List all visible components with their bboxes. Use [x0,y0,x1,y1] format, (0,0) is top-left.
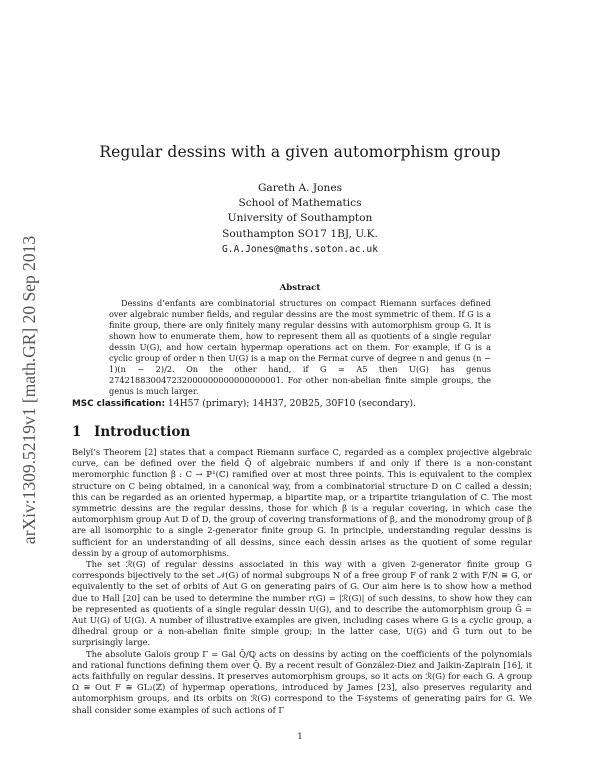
abstract-body [109,298,491,397]
msc-label: MSC classification: [72,399,165,409]
author-university: University of Southampton [227,212,373,225]
author-name: Gareth A. Jones [257,182,343,194]
msc-classification [72,398,532,409]
abstract-heading: Abstract [279,283,321,293]
author-department: School of Mathematics [238,197,362,210]
msc-codes: 14H57 (primary); 14H37, 20B25, 30F10 (secondary). [167,398,417,409]
author-email: G.A.Jones@maths.soton.ac.uk [222,243,378,255]
section-number: 1 [72,424,82,440]
intro-paragraph: Belyĭ’s Theorem [2] states that a compact Riemann surface C, regarded as a complex projective algebraic curve, can be defined over the field Q̄ of algebraic numbers if and only if there is a non-constant meromorphic function β : C → ℙ¹(ℂ) ramified over at most three points. This is equivalent to the complex structure on C being obtained, in a canonical way, from a combinatorial structure D on C called a dessin; this can be regarded as an oriented hypermap, a bipartite map, or a tripartite triangulation of C. The most symmetric dessins are the regular dessins, those for which β is a regular covering, in which case the automorphism group Aut D of D, the group of covering transformations of β, and the monodromy group of β are all isomorphic to a single 2-generator finite group G. In principle, understanding regular dessins is sufficient for an understanding of all dessins, since each dessin arises as the quotient of some regular dessin by a group of automorphisms. [72,447,532,558]
intro-paragraph: The set ℛ(G) of regular dessins associated in this way with a given 2-generator finite group G corresponds bijectively to the set 𝒩(G) of normal subgroups N of a free group F of rank 2 with F/N ≅ G, or equivalently to the set of orbits of Aut G on generating pairs of G. Our aim here is to show how a method due to Hall [20] can be used to determine the number r(G) = |ℛ(G)| of such dessins, to show how they can be represented as quotients of a single regular dessin U(G), and to describe the automorphism group Ḡ = Aut U(G) of U(G). A number of illustrative examples are given, including cases where G is a cyclic group, a dihedral group or a non-abelian finite simple group; in the latter case, U(G) and Ḡ turn out to be surprisingly large. [72,559,532,648]
author-block [0,181,600,257]
page-number: 1 [297,732,303,742]
section-title: Introduction [94,424,191,440]
author-address: Southampton SO17 1BJ, U.K. [222,227,378,240]
intro-paragraph: The absolute Galois group Γ = Gal Q̄/ℚ acts on dessins by acting on the coefficients of the polynomials and rational functions defining them over Q̄. By a recent result of González-Diez and Jaikin-Zapirain [16], it acts faithfully on regular dessins. It preserves automorphism groups, so it acts on ℛ(G) for each G. A group Ω ≅ Out F ≅ GL₂(ℤ) of hypermap operations, introduced by James [23], also preserves regularity and automorphism groups, and its orbits on ℛ(G) correspond to the T-systems of generating pairs for G. We shall consider some examples of such actions of Γ [72,648,532,715]
abstract-text: Dessins d’enfants are combinatorial structures on compact Riemann surfaces defined over algebraic number fields, and regular dessins are the most symmetric of them. If G is a finite group, there are only finitely many regular dessins with automorphism group G. It is shown how to enumerate them, how to represent them all as quotients of a single regular dessin U(G), and how certain hypermap operations act on them. For example, if G is a cyclic group of order n then U(G) is a map on the Fermat curve of degree n and genus (n − 1)(n − 2)/2. On the other hand, if G = A5 then U(G) has genus 274218830047232000000000000000001. For other non-abelian finite simple groups, the genus is much larger. [109,298,491,396]
section-heading [72,424,190,440]
paper-title: Regular dessins with a given automorphism group [99,143,501,161]
section-body [72,447,532,716]
arxiv-identifier-text: arXiv:1309.5219v1 [math.GR] 20 Sep 2013 [19,235,39,545]
